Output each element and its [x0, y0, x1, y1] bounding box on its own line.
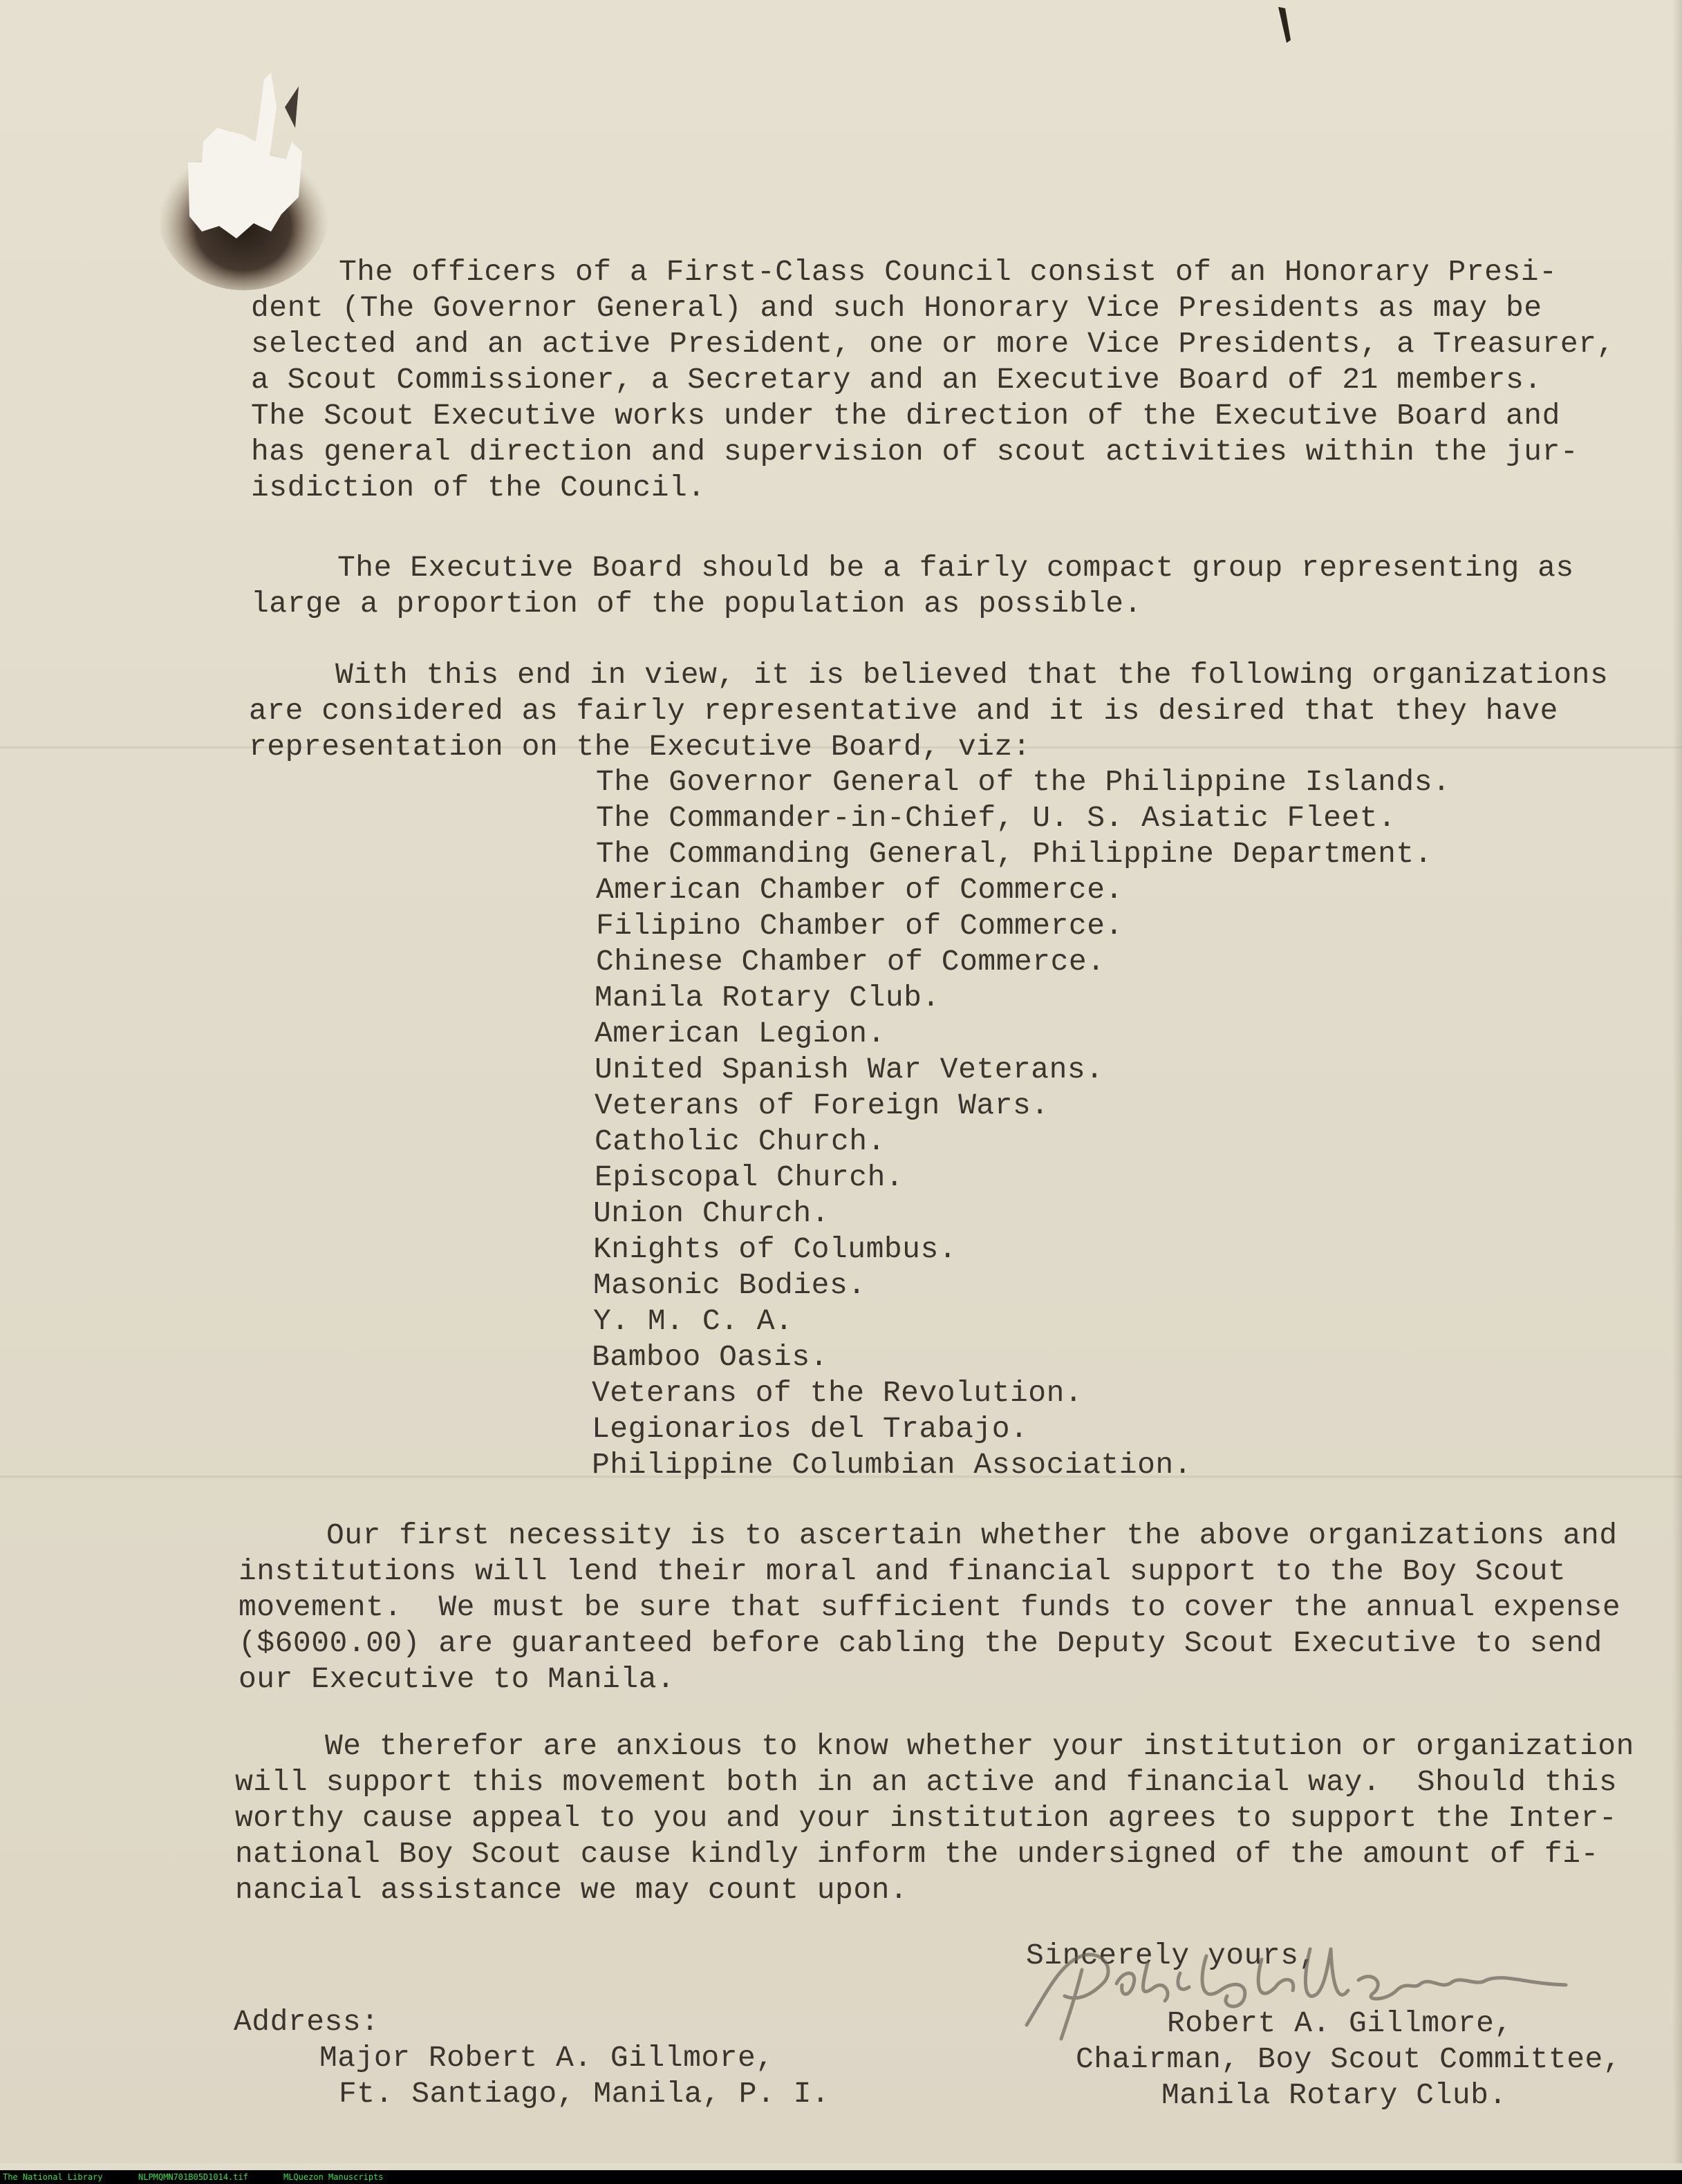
list-item: Bamboo Oasis.	[592, 1340, 828, 1374]
archive-footer-bar	[0, 2170, 1682, 2184]
list-item: Knights of Columbus.	[593, 1232, 957, 1266]
footer-filename: NLPMQMN701B05D1014.tif	[138, 2172, 248, 2182]
text-line: The Scout Executive works under the direction of the Executive Board and	[251, 399, 1560, 433]
signatory-club: Manila Rotary Club.	[1161, 2078, 1507, 2112]
handwritten-signature	[999, 1939, 1621, 2046]
ink-speck-icon	[1275, 6, 1296, 47]
list-item: Union Church.	[593, 1196, 830, 1230]
list-item: United Spanish War Veterans.	[595, 1053, 1104, 1086]
text-line: national Boy Scout cause kindly inform the undersigned of the amount of fi-	[235, 1837, 1599, 1871]
text-line: isdiction of the Council.	[251, 471, 706, 505]
text-line: our Executive to Manila.	[239, 1662, 675, 1696]
address-line: Major Robert A. Gillmore,	[319, 2041, 774, 2075]
text-line: nancial assistance we may count upon.	[235, 1873, 908, 1907]
text-line: movement. We must be sure that sufficient funds to cover the annual expense	[239, 1590, 1621, 1624]
signatory-name: Robert A. Gillmore,	[1167, 2006, 1513, 2040]
list-item: Veterans of the Revolution.	[592, 1376, 1083, 1410]
list-item: Catholic Church.	[595, 1124, 886, 1158]
text-line: worthy cause appeal to you and your institution agrees to support the Inter-	[235, 1801, 1618, 1835]
text-line: will support this movement both in an active and financial way. Should this	[235, 1765, 1618, 1799]
footer-library: The National Library	[3, 2172, 103, 2182]
text-line: The officers of a First-Class Council consist of an Honorary Presi-	[339, 255, 1558, 289]
list-item: Y. M. C. A.	[593, 1304, 794, 1338]
list-item: Episcopal Church.	[595, 1160, 904, 1194]
text-line: institutions will lend their moral and financial support to the Boy Scout	[239, 1554, 1567, 1588]
text-line: selected and an active President, one or more Vice Presidents, a Treasurer,	[251, 327, 1615, 361]
closing: Sincerely yours,	[1026, 1939, 1317, 1973]
list-item: American Chamber of Commerce.	[596, 873, 1123, 907]
list-item: Chinese Chamber of Commerce.	[596, 945, 1105, 979]
list-item: Legionarios del Trabajo.	[592, 1412, 1029, 1446]
text-line: The Executive Board should be a fairly compact group representing as	[337, 551, 1574, 585]
list-item: Philippine Columbian Association.	[592, 1448, 1193, 1482]
text-line: With this end in view, it is believed that the following organizations	[335, 658, 1609, 692]
burn-hole-icon	[160, 66, 340, 294]
signatory-title: Chairman, Boy Scout Committee,	[1076, 2042, 1622, 2076]
text-line: We therefor are anxious to know whether your institution or organization	[325, 1729, 1634, 1763]
text-line: ($6000.00) are guaranteed before cabling the Deputy Scout Executive to send	[239, 1626, 1602, 1660]
text-line: are considered as fairly representative and it is desired that they have	[249, 694, 1558, 728]
list-item: The Governor General of the Philippine Islands.	[596, 765, 1451, 799]
address-label: Address:	[234, 2005, 380, 2039]
list-item: Veterans of Foreign Wars.	[595, 1089, 1049, 1122]
list-item: American Legion.	[595, 1017, 886, 1051]
list-item: Filipino Chamber of Commerce.	[596, 909, 1123, 943]
list-item: Manila Rotary Club.	[595, 981, 940, 1015]
list-item: The Commanding General, Philippine Department.	[596, 837, 1432, 871]
text-line: has general direction and supervision of scout activities within the jur-	[251, 435, 1579, 469]
text-line: representation on the Executive Board, viz:	[249, 730, 1031, 764]
text-line: dent (The Governor General) and such Honorary Vice Presidents as may be	[251, 291, 1542, 325]
text-line: a Scout Commissioner, a Secretary and an Executive Board of 21 members.	[251, 363, 1542, 397]
text-line: Our first necessity is to ascertain whether the above organizations and	[326, 1518, 1618, 1552]
footer-collection: MLQuezon Manuscripts	[283, 2172, 384, 2182]
list-item: The Commander-in-Chief, U. S. Asiatic Fleet.	[596, 801, 1396, 835]
list-item: Masonic Bodies.	[593, 1268, 866, 1302]
address-line: Ft. Santiago, Manila, P. I.	[339, 2077, 830, 2111]
text-line: large a proportion of the population as possible.	[251, 587, 1142, 621]
paper-edge-shadow	[1672, 0, 1682, 2163]
